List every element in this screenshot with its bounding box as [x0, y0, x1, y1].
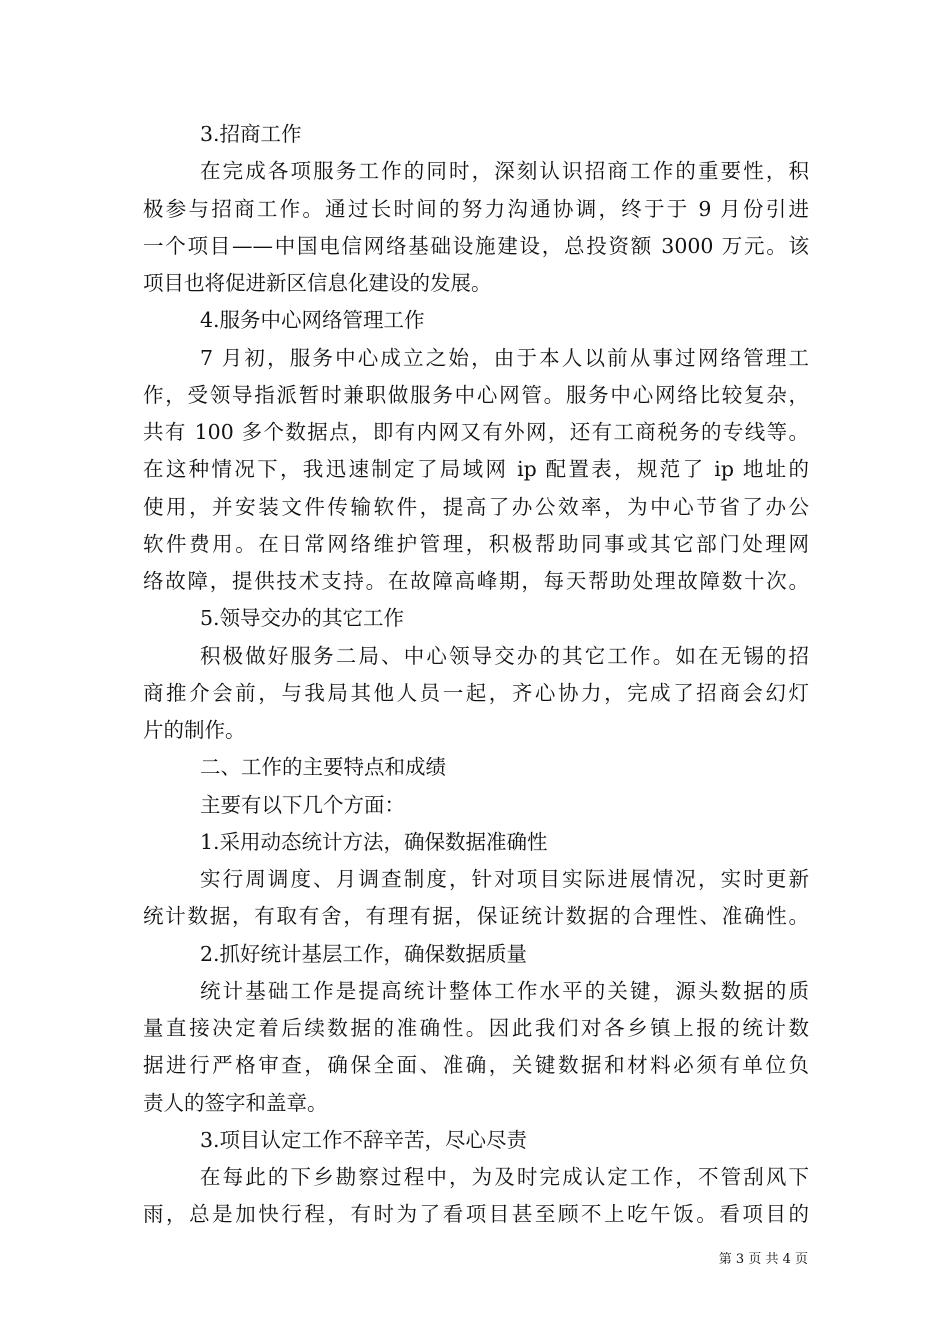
- section-heading: 5.领导交办的其它工作: [200, 606, 405, 631]
- paragraph-line: 量直接决定着后续数据的准确性。因此我们对各乡镇上报的统计数: [143, 1016, 809, 1040]
- paragraph-line: 责人的签字和盖章。: [143, 1090, 328, 1115]
- paragraph-line: 作，受领导指派暂时兼职做服务中心网管。服务中心网络比较复杂，: [143, 382, 809, 407]
- paragraph-line: 片的制作。: [143, 718, 246, 742]
- paragraph-line: 积极做好服务二局、中心领导交办的其它工作。如在无锡的招: [200, 643, 809, 668]
- paragraph-line: 在每此的下乡勘察过程中，为及时完成认定工作，不管刮风下: [200, 1165, 809, 1189]
- section-heading: 1.采用动态统计方法，确保数据准确性: [200, 829, 548, 854]
- section-heading: 主要有以下几个方面：: [200, 792, 405, 817]
- paragraph-line: 项目也将促进新区信息化建设的发展。: [143, 271, 492, 295]
- page-number: 第 3 页 共 4 页: [718, 1252, 808, 1267]
- paragraph-line: 络故障，提供技术支持。在故障高峰期，每天帮助处理故障数十次。: [143, 569, 809, 593]
- paragraph-line: 一个项目——中国电信网络基础设施建设，总投资额 3000 万元。该: [143, 233, 809, 258]
- paragraph-line: 在这种情况下，我迅速制定了局域网 ip 配置表，规范了 ip 地址的: [143, 457, 809, 482]
- paragraph-line: 软件费用。在日常网络维护管理，积极帮助同事或其它部门处理网: [143, 531, 809, 556]
- paragraph-line: 7 月初，服务中心成立之始，由于本人以前从事过网络管理工: [200, 345, 809, 370]
- section-heading: 3.招商工作: [200, 122, 302, 146]
- paragraph-line: 使用，并安装文件传输软件，提高了办公效率，为中心节省了办公: [143, 494, 809, 519]
- paragraph-line: 实行周调度、月调查制度，针对项目实际进展情况，实时更新: [200, 867, 809, 891]
- paragraph-line: 雨，总是加快行程，有时为了看项目甚至顾不上吃午饭。看项目的: [143, 1202, 809, 1227]
- section-heading: 4.服务中心网络管理工作: [200, 308, 425, 333]
- section-heading: 二、工作的主要特点和成绩: [200, 755, 446, 780]
- paragraph-line: 极参与招商工作。通过长时间的努力沟通协调，终于于 9 月份引进: [143, 196, 809, 221]
- document-body: [143, 116, 809, 1234]
- paragraph-line: 统计数据，有取有舍，有理有据，保证统计数据的合理性、准确性。: [143, 904, 809, 929]
- paragraph-line: 据进行严格审查，确保全面、准确，关键数据和材料必须有单位负: [143, 1053, 809, 1078]
- paragraph-line: 统计基础工作是提高统计整体工作水平的关键，源头数据的质: [200, 978, 809, 1003]
- paragraph-line: 在完成各项服务工作的同时，深刻认识招商工作的重要性，积: [200, 159, 809, 184]
- section-heading: 2.抓好统计基层工作，确保数据质量: [200, 941, 528, 966]
- paragraph-line: 商推介会前，与我局其他人员一起，齐心协力，完成了招商会幻灯: [143, 680, 809, 705]
- section-heading: 3.项目认定工作不辞辛苦，尽心尽责: [200, 1127, 528, 1152]
- paragraph-line: 共有 100 多个数据点，即有内网又有外网，还有工商税务的专线等。: [143, 420, 809, 444]
